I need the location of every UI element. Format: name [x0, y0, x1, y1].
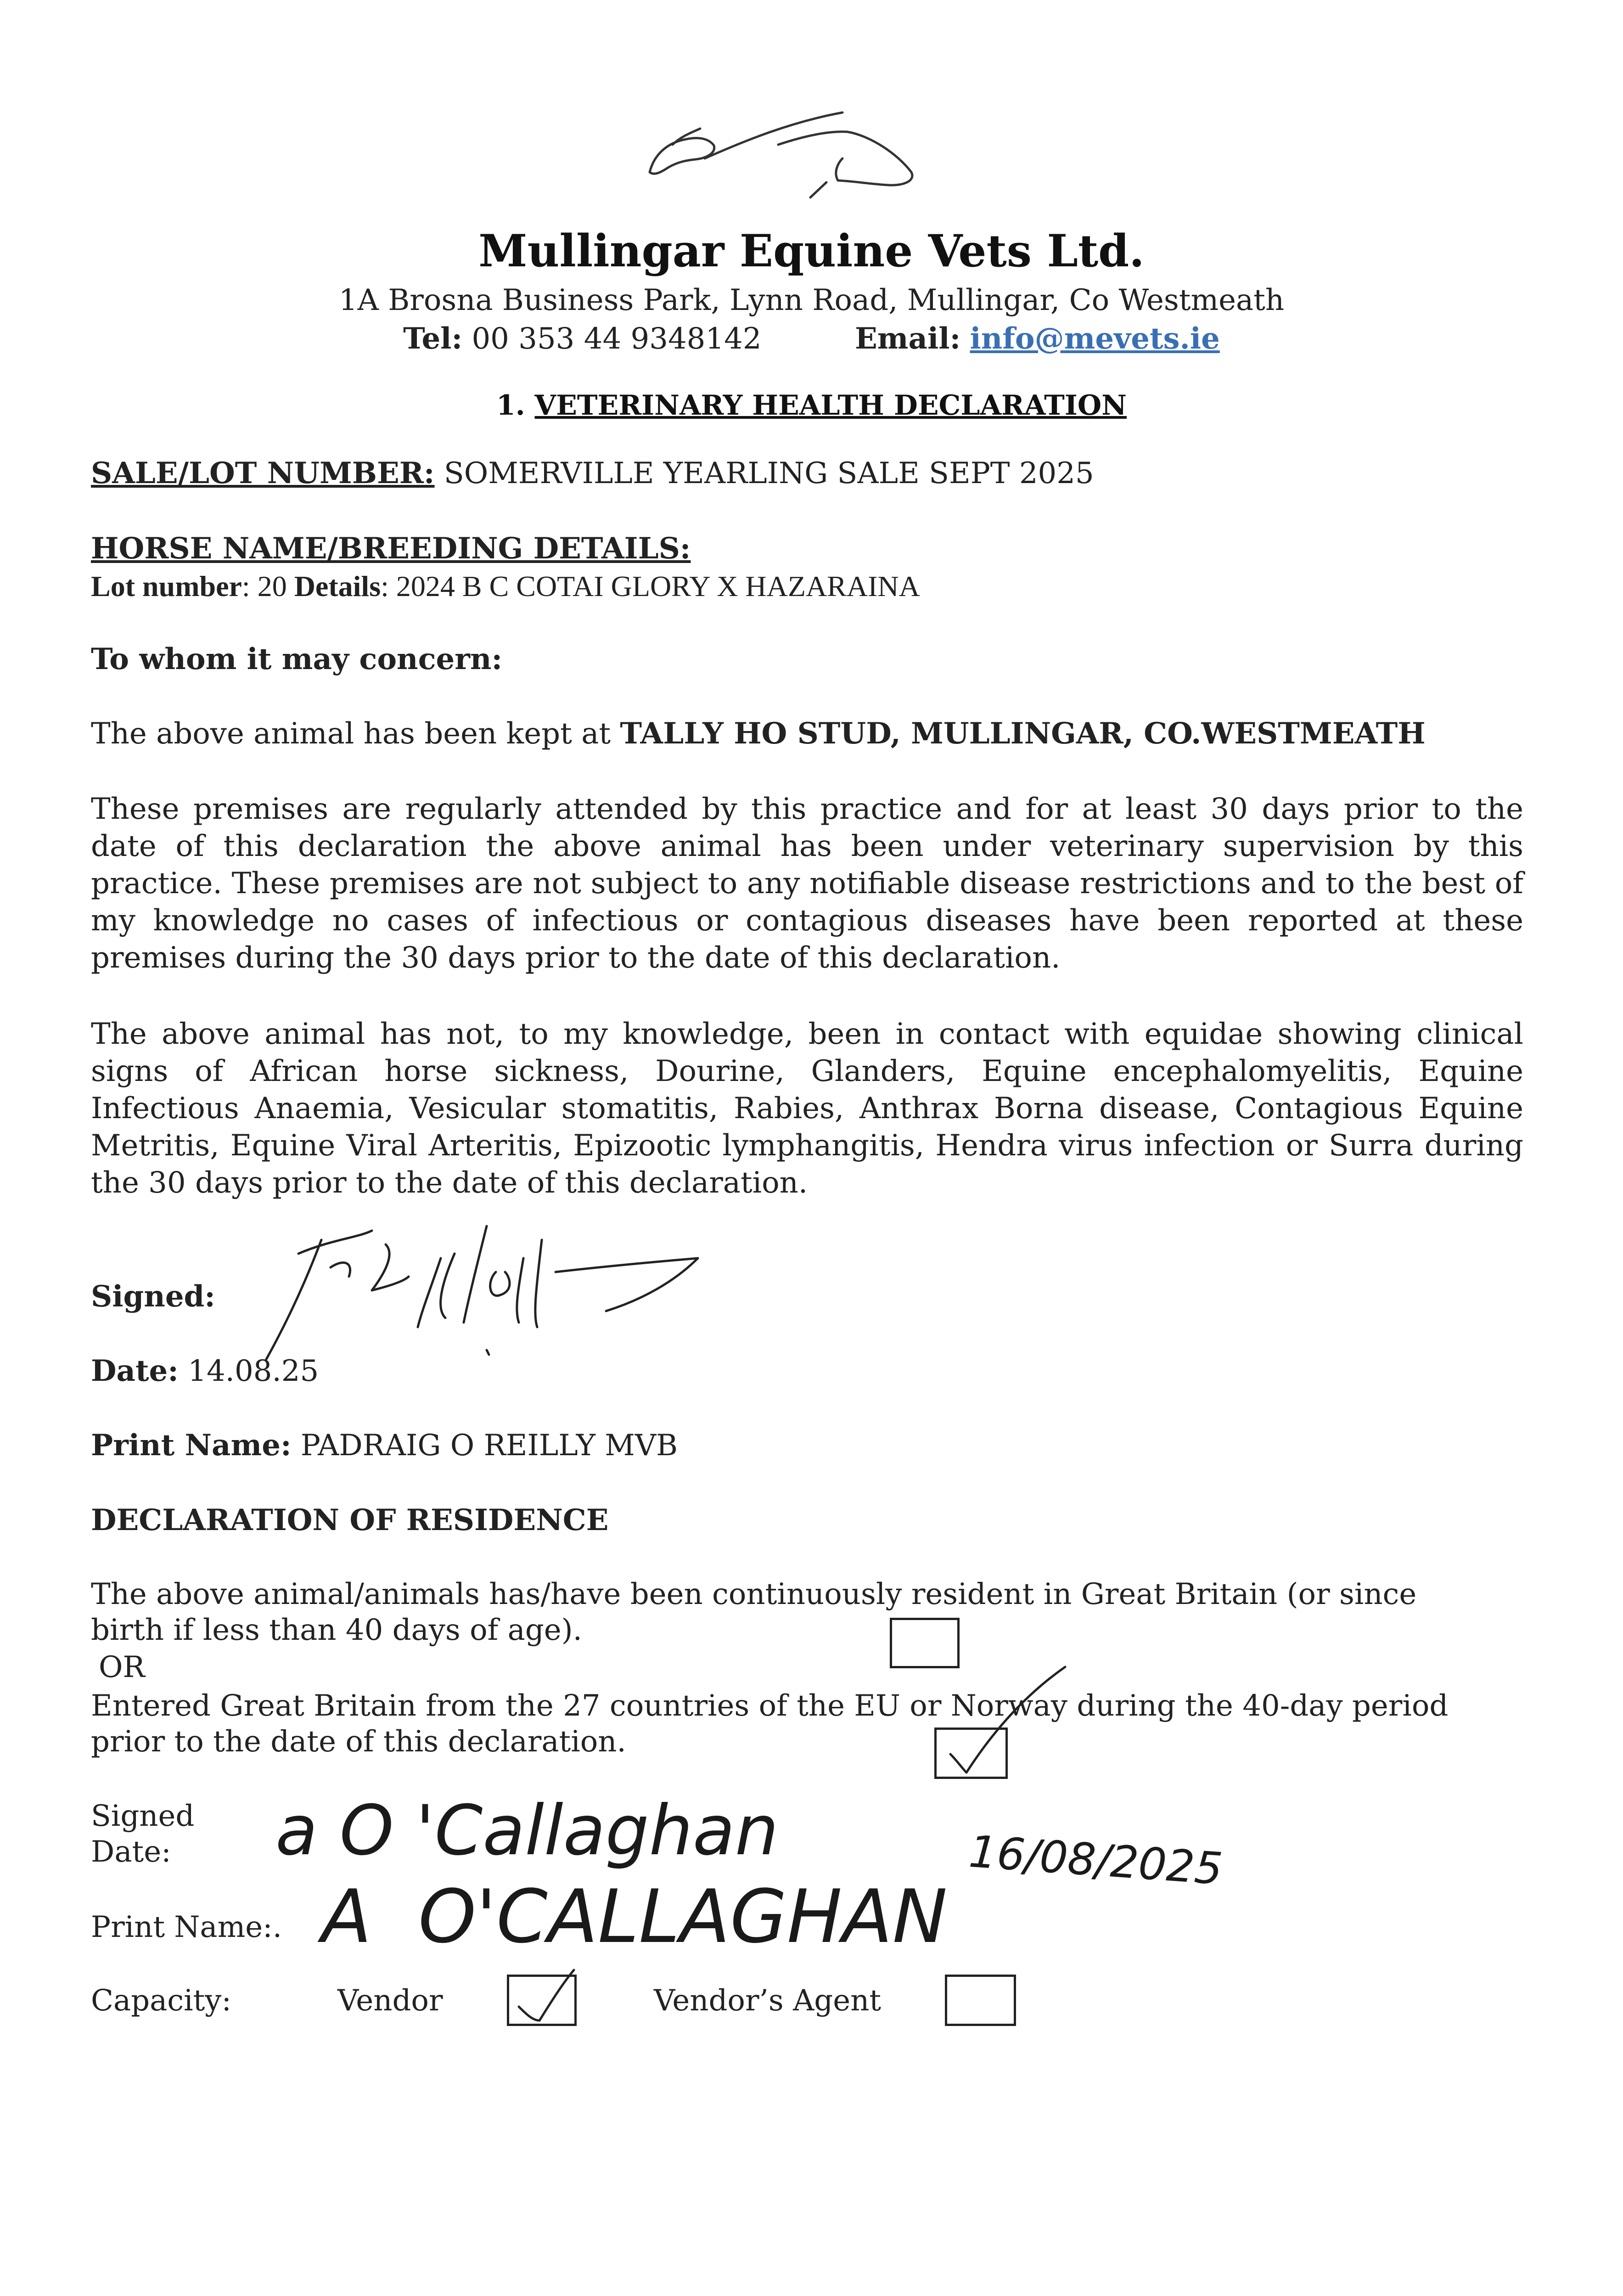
vendor-signed-label: Signed	[91, 1799, 195, 1833]
vet-signature-icon	[239, 1212, 753, 1378]
details-label: Details	[294, 570, 381, 602]
vendor-agent-label: Vendor’s Agent	[654, 1984, 882, 2018]
vet-date-value: 14.08.25	[188, 1354, 319, 1388]
contact-line	[0, 321, 1623, 356]
vet-print-name-row	[91, 1428, 678, 1463]
title-number: 1.	[496, 389, 525, 422]
supervision-paragraph: These premises are regularly attended by this practice and for at least 30 days prior to the date of this declaration the above animal has been under veterinary supervision by this practice. These premises are not subject to any notifiable disease restrictions and to the best of my knowledge no cases of infectious or contagious diseases have been reported at these premises during the 30 days prior to the date of this declaration.	[91, 792, 1523, 975]
vendor-agent-checkbox[interactable]	[945, 1975, 1016, 2026]
tel-value: 00 353 44 9348142	[472, 322, 762, 356]
vendor-date-label: Date:	[91, 1835, 171, 1869]
lot-label: Lot number	[91, 570, 242, 602]
horse-details-row	[91, 569, 920, 603]
details-value: : 2024 B C COTAI GLORY X HAZARAINA	[381, 570, 920, 602]
vendor-print-name-handwritten: A O'CALLAGHAN	[321, 1874, 948, 1959]
vendor-print-name-label: Print Name:.	[91, 1910, 282, 1944]
horse-logo-icon	[640, 103, 939, 209]
vet-date-row	[91, 1354, 319, 1388]
salutation: To whom it may concern:	[91, 642, 503, 676]
tel-label: Tel:	[403, 321, 463, 356]
horse-label: HORSE NAME/BREEDING DETAILS:	[91, 531, 691, 566]
vendor-checkmark-icon	[505, 1961, 588, 2030]
vet-signed-label: Signed:	[91, 1279, 215, 1314]
kept-at-row	[91, 716, 1426, 751]
horse-label-row	[91, 531, 691, 566]
vet-print-name-label: Print Name:	[91, 1428, 292, 1463]
residence-option2-line2: prior to the date of this declaration.	[91, 1725, 626, 1759]
capacity-label: Capacity:	[91, 1984, 231, 2018]
company-address: 1A Brosna Business Park, Lynn Road, Mullingar, Co Westmeath	[338, 283, 1285, 317]
residence-heading: DECLARATION OF RESIDENCE	[91, 1503, 609, 1537]
sale-label: SALE/LOT NUMBER:	[91, 456, 435, 490]
sale-value: SOMERVILLE YEARLING SALE SEPT 2025	[444, 456, 1094, 490]
vendor-signature: a O 'Callaghan	[275, 1791, 779, 1871]
declaration-title	[0, 389, 1623, 422]
residence-or: OR	[99, 1650, 145, 1684]
residence-option1-line2: birth if less than 40 days of age).	[91, 1613, 582, 1647]
email-link[interactable]: info@mevets.ie	[970, 321, 1220, 356]
vendor-label: Vendor	[337, 1984, 443, 2018]
company-name: Mullingar Equine Vets Ltd.	[478, 225, 1145, 277]
residence-option1-line1: The above animal/animals has/have been continuously resident in Great Britain (or since	[91, 1577, 1417, 1611]
kept-at-prefix: The above animal has been kept at	[91, 717, 620, 751]
disease-paragraph: The above animal has not, to my knowledge, been in contact with equidae showing clinical signs of African horse sickness, Dourine, Glanders, Equine encephalomyelitis, Equine Infectious Anaemia, Vesicular stomatitis, Rabies, Anthrax Borna disease, Contagious Equine Metritis, Equine Viral Arteritis, Epizootic lymphangitis, Hendra virus infection or Surra during the 30 days prior to the date of this declaration.	[91, 1017, 1523, 1200]
vet-print-name-value: PADRAIG O REILLY MVB	[300, 1429, 678, 1463]
residence-option1-checkbox[interactable]	[890, 1618, 960, 1668]
residence-option2-line1: Entered Great Britain from the 27 countries of the EU or Norway during the 40-day period	[91, 1689, 1449, 1723]
checkmark-icon	[932, 1662, 1079, 1782]
title-text: VETERINARY HEALTH DECLARATION	[534, 389, 1127, 422]
sale-row	[91, 456, 1094, 490]
vendor-handwritten-date: 16/08/2025	[967, 1825, 1224, 1895]
vet-date-label: Date:	[91, 1354, 179, 1388]
email-label: Email:	[854, 321, 961, 356]
kept-at-location: TALLY HO STUD, MULLINGAR, CO.WESTMEATH	[620, 716, 1426, 751]
lot-value: : 20	[241, 570, 287, 602]
